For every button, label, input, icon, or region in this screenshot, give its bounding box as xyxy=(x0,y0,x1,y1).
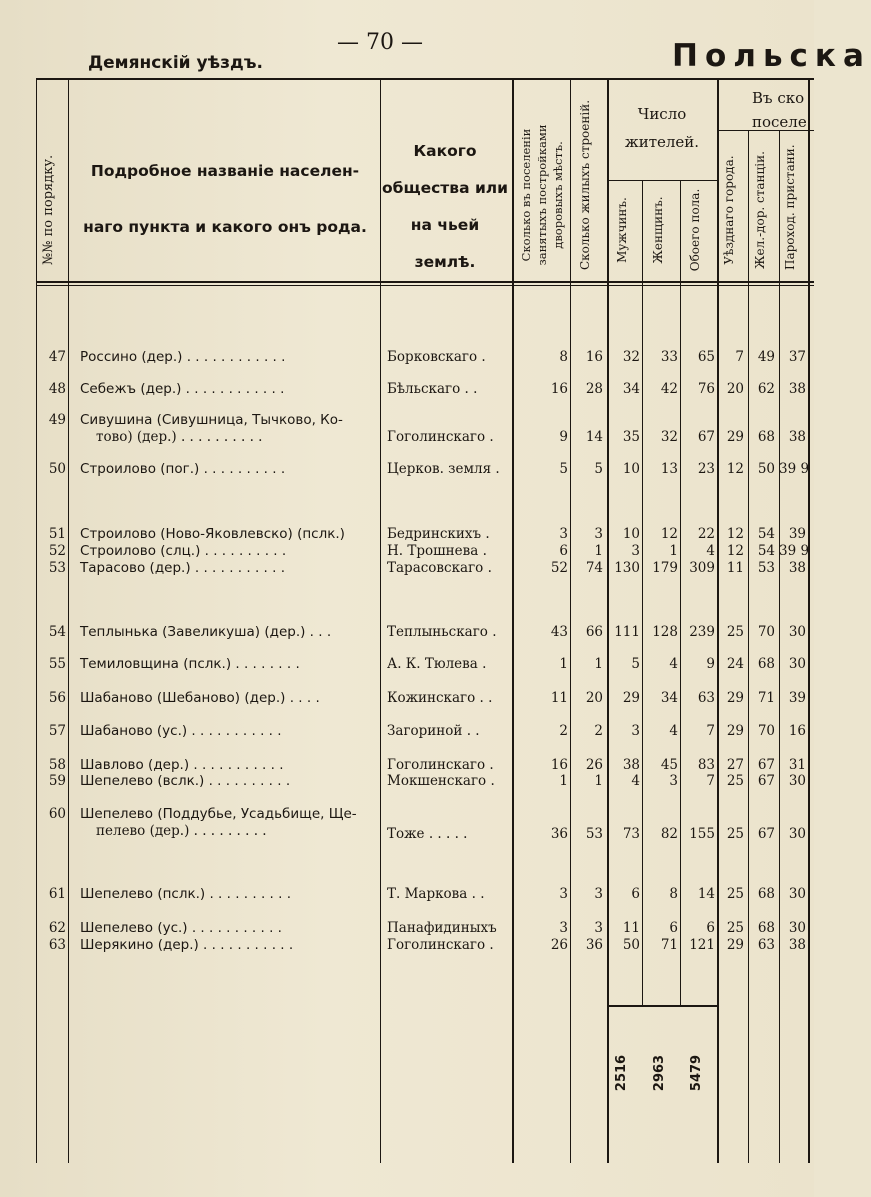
cell-pier: 16 xyxy=(788,723,806,739)
row-number: 62 xyxy=(48,920,66,936)
cell-women: 8 xyxy=(669,886,678,902)
cell-town: 25 xyxy=(726,886,744,902)
header-women: Женщинъ. xyxy=(651,196,665,264)
row-number: 48 xyxy=(48,381,66,397)
settlement-name: Сивушина (Сивушница, Тычково, Ко- xyxy=(80,412,343,428)
owner-name: Бѣльскаго . . xyxy=(387,381,478,397)
cell-town: 29 xyxy=(726,937,744,953)
owner-name: Мокшенскаго . xyxy=(387,773,495,789)
cell-households: 3 xyxy=(559,886,568,902)
header-buildings: Сколько жилыхъ строеній. xyxy=(578,99,592,271)
table-row xyxy=(0,886,814,902)
cell-buildings: 16 xyxy=(585,349,603,365)
settlement-name-continued: пелево (дер.) . . . . . . . . . xyxy=(96,823,267,839)
total-both: 5479 xyxy=(689,1054,704,1092)
cell-women: 33 xyxy=(660,349,678,365)
settlement-name: Строилово (Ново-Яковлевско) (пслк.) xyxy=(80,526,345,542)
settlement-name: Шерякино (дер.) . . . . . . . . . . . xyxy=(80,937,294,953)
cell-town: 12 xyxy=(726,526,744,542)
cell-town: 25 xyxy=(726,920,744,936)
row-number: 61 xyxy=(48,886,66,902)
cell-pier: 30 xyxy=(788,656,806,672)
cell-households: 1 xyxy=(559,773,568,789)
owner-name: А. К. Тюлева . xyxy=(387,656,487,672)
table-row xyxy=(0,757,814,773)
cell-rail: 62 xyxy=(757,381,775,397)
settlement-name: Шепелево (вслк.) . . . . . . . . . . xyxy=(80,773,291,789)
cell-women: 82 xyxy=(660,826,678,842)
row-number: 47 xyxy=(48,349,66,365)
col-rule xyxy=(748,130,749,1163)
cell-rail: 68 xyxy=(757,656,775,672)
cell-households: 43 xyxy=(550,624,568,640)
row-number: 63 xyxy=(48,937,66,953)
cell-total: 6 xyxy=(706,920,715,936)
cell-rail: 53 xyxy=(757,560,775,576)
cell-town: 29 xyxy=(726,690,744,706)
settlement-name: Шабаново (ус.) . . . . . . . . . . . xyxy=(80,723,282,739)
settlement-name: Строилово (слц.) . . . . . . . . . . xyxy=(80,543,287,559)
cell-pier: 30 xyxy=(788,773,806,789)
header-residents-line2: жителей. xyxy=(624,133,700,151)
cell-rail: 68 xyxy=(757,429,775,445)
cell-pier: 31 xyxy=(788,757,806,773)
cell-men: 11 xyxy=(622,920,640,936)
district-title: Демянскій уѣздъ. xyxy=(88,53,263,73)
table-row xyxy=(0,412,814,445)
cell-women: 71 xyxy=(660,937,678,953)
cell-men: 35 xyxy=(622,429,640,445)
cell-total: 7 xyxy=(706,773,715,789)
cell-women: 128 xyxy=(652,624,678,640)
cell-pier: 30 xyxy=(788,920,806,936)
cell-men: 3 xyxy=(631,543,640,559)
header-num: №№ по порядку. xyxy=(41,154,56,266)
table-row xyxy=(0,543,814,559)
col-rule xyxy=(642,180,643,1005)
owner-name: Н. Трошнева . xyxy=(387,543,487,559)
cell-women: 42 xyxy=(660,381,678,397)
cell-town: 20 xyxy=(726,381,744,397)
cell-rail: 70 xyxy=(757,723,775,739)
cell-rail: 67 xyxy=(757,773,775,789)
cell-town: 29 xyxy=(726,429,744,445)
cell-women: 34 xyxy=(660,690,678,706)
cell-men: 111 xyxy=(614,624,640,640)
cell-households: 36 xyxy=(550,826,568,842)
settlement-name: Теплынька (Завеликуша) (дер.) . . . xyxy=(80,624,332,640)
table-row xyxy=(0,560,814,576)
cell-pier: 30 xyxy=(788,826,806,842)
table-row xyxy=(0,656,814,672)
cell-men: 5 xyxy=(631,656,640,672)
cell-buildings: 3 xyxy=(594,886,603,902)
cell-rail: 67 xyxy=(757,757,775,773)
cell-buildings: 1 xyxy=(594,656,603,672)
cell-women: 179 xyxy=(652,560,678,576)
settlement-name: Шавлово (дер.) . . . . . . . . . . . xyxy=(80,757,284,773)
cell-pier: 30 xyxy=(788,624,806,640)
cell-women: 4 xyxy=(669,723,678,739)
col-rule xyxy=(717,78,719,1163)
cell-households: 2 xyxy=(559,723,568,739)
owner-name: Панафидиныхъ xyxy=(387,920,497,936)
settlement-name: Темиловщина (пслк.) . . . . . . . . xyxy=(80,656,300,672)
cell-households: 6 xyxy=(559,543,568,559)
cell-town: 27 xyxy=(726,757,744,773)
cell-buildings: 20 xyxy=(585,690,603,706)
owner-name: Бедринскихъ . xyxy=(387,526,490,542)
table-row xyxy=(0,937,814,953)
cell-rail: 68 xyxy=(757,920,775,936)
cell-buildings: 66 xyxy=(585,624,603,640)
cell-households: 16 xyxy=(550,381,568,397)
cell-pier: 38 xyxy=(788,937,806,953)
header-owner-line1: Какого xyxy=(413,142,477,160)
cell-town: 25 xyxy=(726,773,744,789)
header-town: Уѣзднаго города. xyxy=(722,155,736,265)
cell-buildings: 1 xyxy=(594,543,603,559)
col-rule xyxy=(680,180,681,1005)
cell-women: 45 xyxy=(660,757,678,773)
header-residents xyxy=(607,100,717,156)
cell-women: 3 xyxy=(669,773,678,789)
row-number: 60 xyxy=(48,806,66,822)
settlement-name: Шепелево (пслк.) . . . . . . . . . . xyxy=(80,886,291,902)
owner-name: Загориной . . xyxy=(387,723,480,739)
cell-men: 10 xyxy=(622,461,640,477)
cell-men: 130 xyxy=(614,560,640,576)
cell-total: 121 xyxy=(689,937,715,953)
cell-total: 76 xyxy=(697,381,715,397)
cell-rail: 71 xyxy=(757,690,775,706)
table-row xyxy=(0,773,814,789)
row-number: 50 xyxy=(48,461,66,477)
cell-total: 7 xyxy=(706,723,715,739)
row-number: 53 xyxy=(48,560,66,576)
cell-total: 22 xyxy=(697,526,715,542)
settlement-name: Себежъ (дер.) . . . . . . . . . . . . xyxy=(80,381,285,397)
cell-men: 50 xyxy=(622,937,640,953)
table-row xyxy=(0,461,814,477)
header-pier: Пароход. пристани. xyxy=(783,144,797,270)
cell-total: 67 xyxy=(697,429,715,445)
cell-buildings: 5 xyxy=(594,461,603,477)
cell-rail: 67 xyxy=(757,826,775,842)
settlement-name: Шепелево (ус.) . . . . . . . . . . . xyxy=(80,920,282,936)
cell-town: 12 xyxy=(726,543,744,559)
cell-town: 7 xyxy=(735,349,744,365)
owner-name: Гоголинскаго . xyxy=(387,429,494,445)
cell-town: 25 xyxy=(726,826,744,842)
cell-buildings: 1 xyxy=(594,773,603,789)
cell-buildings: 14 xyxy=(585,429,603,445)
cell-men: 32 xyxy=(622,349,640,365)
cell-buildings: 36 xyxy=(585,937,603,953)
header-households: Сколько въ поселеніи занятыхъ постройками дворовыхъ мѣстъ. xyxy=(519,124,565,266)
header-total: Обоего пола. xyxy=(688,188,702,272)
cell-rail: 54 xyxy=(757,526,775,542)
header-distance-line1: Въ ско xyxy=(752,89,805,107)
cell-men: 6 xyxy=(631,886,640,902)
cell-total: 65 xyxy=(697,349,715,365)
cell-pier: 30 xyxy=(788,886,806,902)
cell-total: 23 xyxy=(697,461,715,477)
cell-women: 12 xyxy=(660,526,678,542)
cell-men: 73 xyxy=(622,826,640,842)
cell-men: 38 xyxy=(622,757,640,773)
cell-buildings: 53 xyxy=(585,826,603,842)
header-bottom-rule-thin xyxy=(36,285,814,286)
header-owner-line2: общества или xyxy=(381,179,509,197)
table-row xyxy=(0,526,814,542)
table-row xyxy=(0,349,814,365)
header-bottom-rule xyxy=(36,281,814,283)
table-row xyxy=(0,920,814,936)
total-women: 2963 xyxy=(652,1054,667,1092)
settlement-name: Тарасово (дер.) . . . . . . . . . . . xyxy=(80,560,285,576)
cell-buildings: 3 xyxy=(594,526,603,542)
cell-households: 11 xyxy=(550,690,568,706)
cell-rail: 63 xyxy=(757,937,775,953)
cell-men: 29 xyxy=(622,690,640,706)
row-number: 56 xyxy=(48,690,66,706)
cell-rail: 68 xyxy=(757,886,775,902)
cell-households: 3 xyxy=(559,920,568,936)
cell-households: 16 xyxy=(550,757,568,773)
settlement-name: Шабаново (Шебаново) (дер.) . . . . xyxy=(80,690,320,706)
cell-pier: 38 xyxy=(788,429,806,445)
header-distance-line2: поселе xyxy=(752,113,807,131)
cell-men: 3 xyxy=(631,723,640,739)
cell-men: 10 xyxy=(622,526,640,542)
cell-women: 6 xyxy=(669,920,678,936)
cell-households: 8 xyxy=(559,349,568,365)
cell-town: 24 xyxy=(726,656,744,672)
header-railway: Жел.-дор. станціи. xyxy=(753,151,767,269)
cell-rail: 49 xyxy=(757,349,775,365)
col-rule xyxy=(570,78,571,1163)
row-number: 51 xyxy=(48,526,66,542)
cell-women: 4 xyxy=(669,656,678,672)
cell-town: 25 xyxy=(726,624,744,640)
settlement-name-continued: тово) (дер.) . . . . . . . . . . xyxy=(96,429,263,445)
owner-name: Т. Маркова . . xyxy=(387,886,485,902)
owner-name: Тарасовскаго . xyxy=(387,560,492,576)
table-row xyxy=(0,806,814,842)
cell-buildings: 28 xyxy=(585,381,603,397)
owner-name: Гоголинскаго . xyxy=(387,937,494,953)
cell-total: 63 xyxy=(697,690,715,706)
row-number: 55 xyxy=(48,656,66,672)
header-name xyxy=(75,143,375,255)
col-rule xyxy=(36,78,37,1163)
cell-total: 14 xyxy=(697,886,715,902)
cell-total: 239 xyxy=(689,624,715,640)
table-row xyxy=(0,723,814,739)
cell-total: 309 xyxy=(689,560,715,576)
cell-pier: 39 xyxy=(788,526,806,542)
row-number: 59 xyxy=(48,773,66,789)
cell-buildings: 3 xyxy=(594,920,603,936)
row-number: 52 xyxy=(48,543,66,559)
cell-households: 26 xyxy=(550,937,568,953)
header-residents-line1: Число xyxy=(637,105,687,123)
header-distance xyxy=(752,86,832,134)
cell-households: 1 xyxy=(559,656,568,672)
cell-total: 4 xyxy=(706,543,715,559)
cell-households: 52 xyxy=(550,560,568,576)
cell-households: 5 xyxy=(559,461,568,477)
row-number: 58 xyxy=(48,757,66,773)
cell-town: 29 xyxy=(726,723,744,739)
cell-buildings: 26 xyxy=(585,757,603,773)
col-rule xyxy=(512,78,514,1163)
cell-households: 3 xyxy=(559,526,568,542)
header-owner-line3: на чьей землѣ. xyxy=(410,216,480,271)
row-number: 57 xyxy=(48,723,66,739)
owner-name: Борковскаго . xyxy=(387,349,486,365)
owner-name: Кожинскаго . . xyxy=(387,690,493,706)
cell-total: 155 xyxy=(689,826,715,842)
settlement-name: Россино (дер.) . . . . . . . . . . . . xyxy=(80,349,286,365)
totals-rule xyxy=(607,1005,717,1007)
cell-women: 32 xyxy=(660,429,678,445)
cell-women: 1 xyxy=(669,543,678,559)
cell-pier: 39 9 xyxy=(779,461,810,477)
cell-men: 34 xyxy=(622,381,640,397)
cell-rail: 50 xyxy=(757,461,775,477)
col-rule xyxy=(607,78,609,1163)
cell-women: 13 xyxy=(660,461,678,477)
cell-town: 12 xyxy=(726,461,744,477)
row-number: 49 xyxy=(48,412,66,428)
header-name-line1: Подробное названіе населен- xyxy=(90,162,360,180)
cell-pier: 38 xyxy=(788,381,806,397)
cell-total: 83 xyxy=(697,757,715,773)
cell-pier: 39 xyxy=(788,690,806,706)
cell-households: 9 xyxy=(559,429,568,445)
table-row xyxy=(0,690,814,706)
owner-name: Гоголинскаго . xyxy=(387,757,494,773)
settlement-name: Шепелево (Поддубье, Усадьбище, Ще- xyxy=(80,806,357,822)
col-rule xyxy=(68,78,69,1163)
top-rule xyxy=(36,78,814,80)
header-men: Мужчинъ. xyxy=(615,197,629,263)
owner-name: Церков. земля . xyxy=(387,461,500,477)
cell-pier: 38 xyxy=(788,560,806,576)
table-row xyxy=(0,381,814,397)
settlement-name: Строилово (пог.) . . . . . . . . . . xyxy=(80,461,286,477)
cell-total: 9 xyxy=(706,656,715,672)
owner-name: Теплыньскаго . xyxy=(387,624,497,640)
page-number: — 70 — xyxy=(337,30,423,55)
owner-name: Тоже . . . . . xyxy=(387,826,468,842)
cell-pier: 37 xyxy=(788,349,806,365)
header-name-line2: наго пункта и какого онъ рода. xyxy=(83,218,367,236)
cell-pier: 39 9 xyxy=(779,543,810,559)
total-men: 2516 xyxy=(614,1054,629,1092)
header-owner xyxy=(380,133,510,281)
col-rule xyxy=(808,78,810,1163)
section-title: Польска xyxy=(672,38,871,74)
cell-town: 11 xyxy=(726,560,744,576)
cell-men: 4 xyxy=(631,773,640,789)
cell-rail: 70 xyxy=(757,624,775,640)
cell-rail: 54 xyxy=(757,543,775,559)
col-rule xyxy=(779,130,780,1163)
cell-buildings: 2 xyxy=(594,723,603,739)
table-row xyxy=(0,624,814,640)
cell-buildings: 74 xyxy=(585,560,603,576)
row-number: 54 xyxy=(48,624,66,640)
